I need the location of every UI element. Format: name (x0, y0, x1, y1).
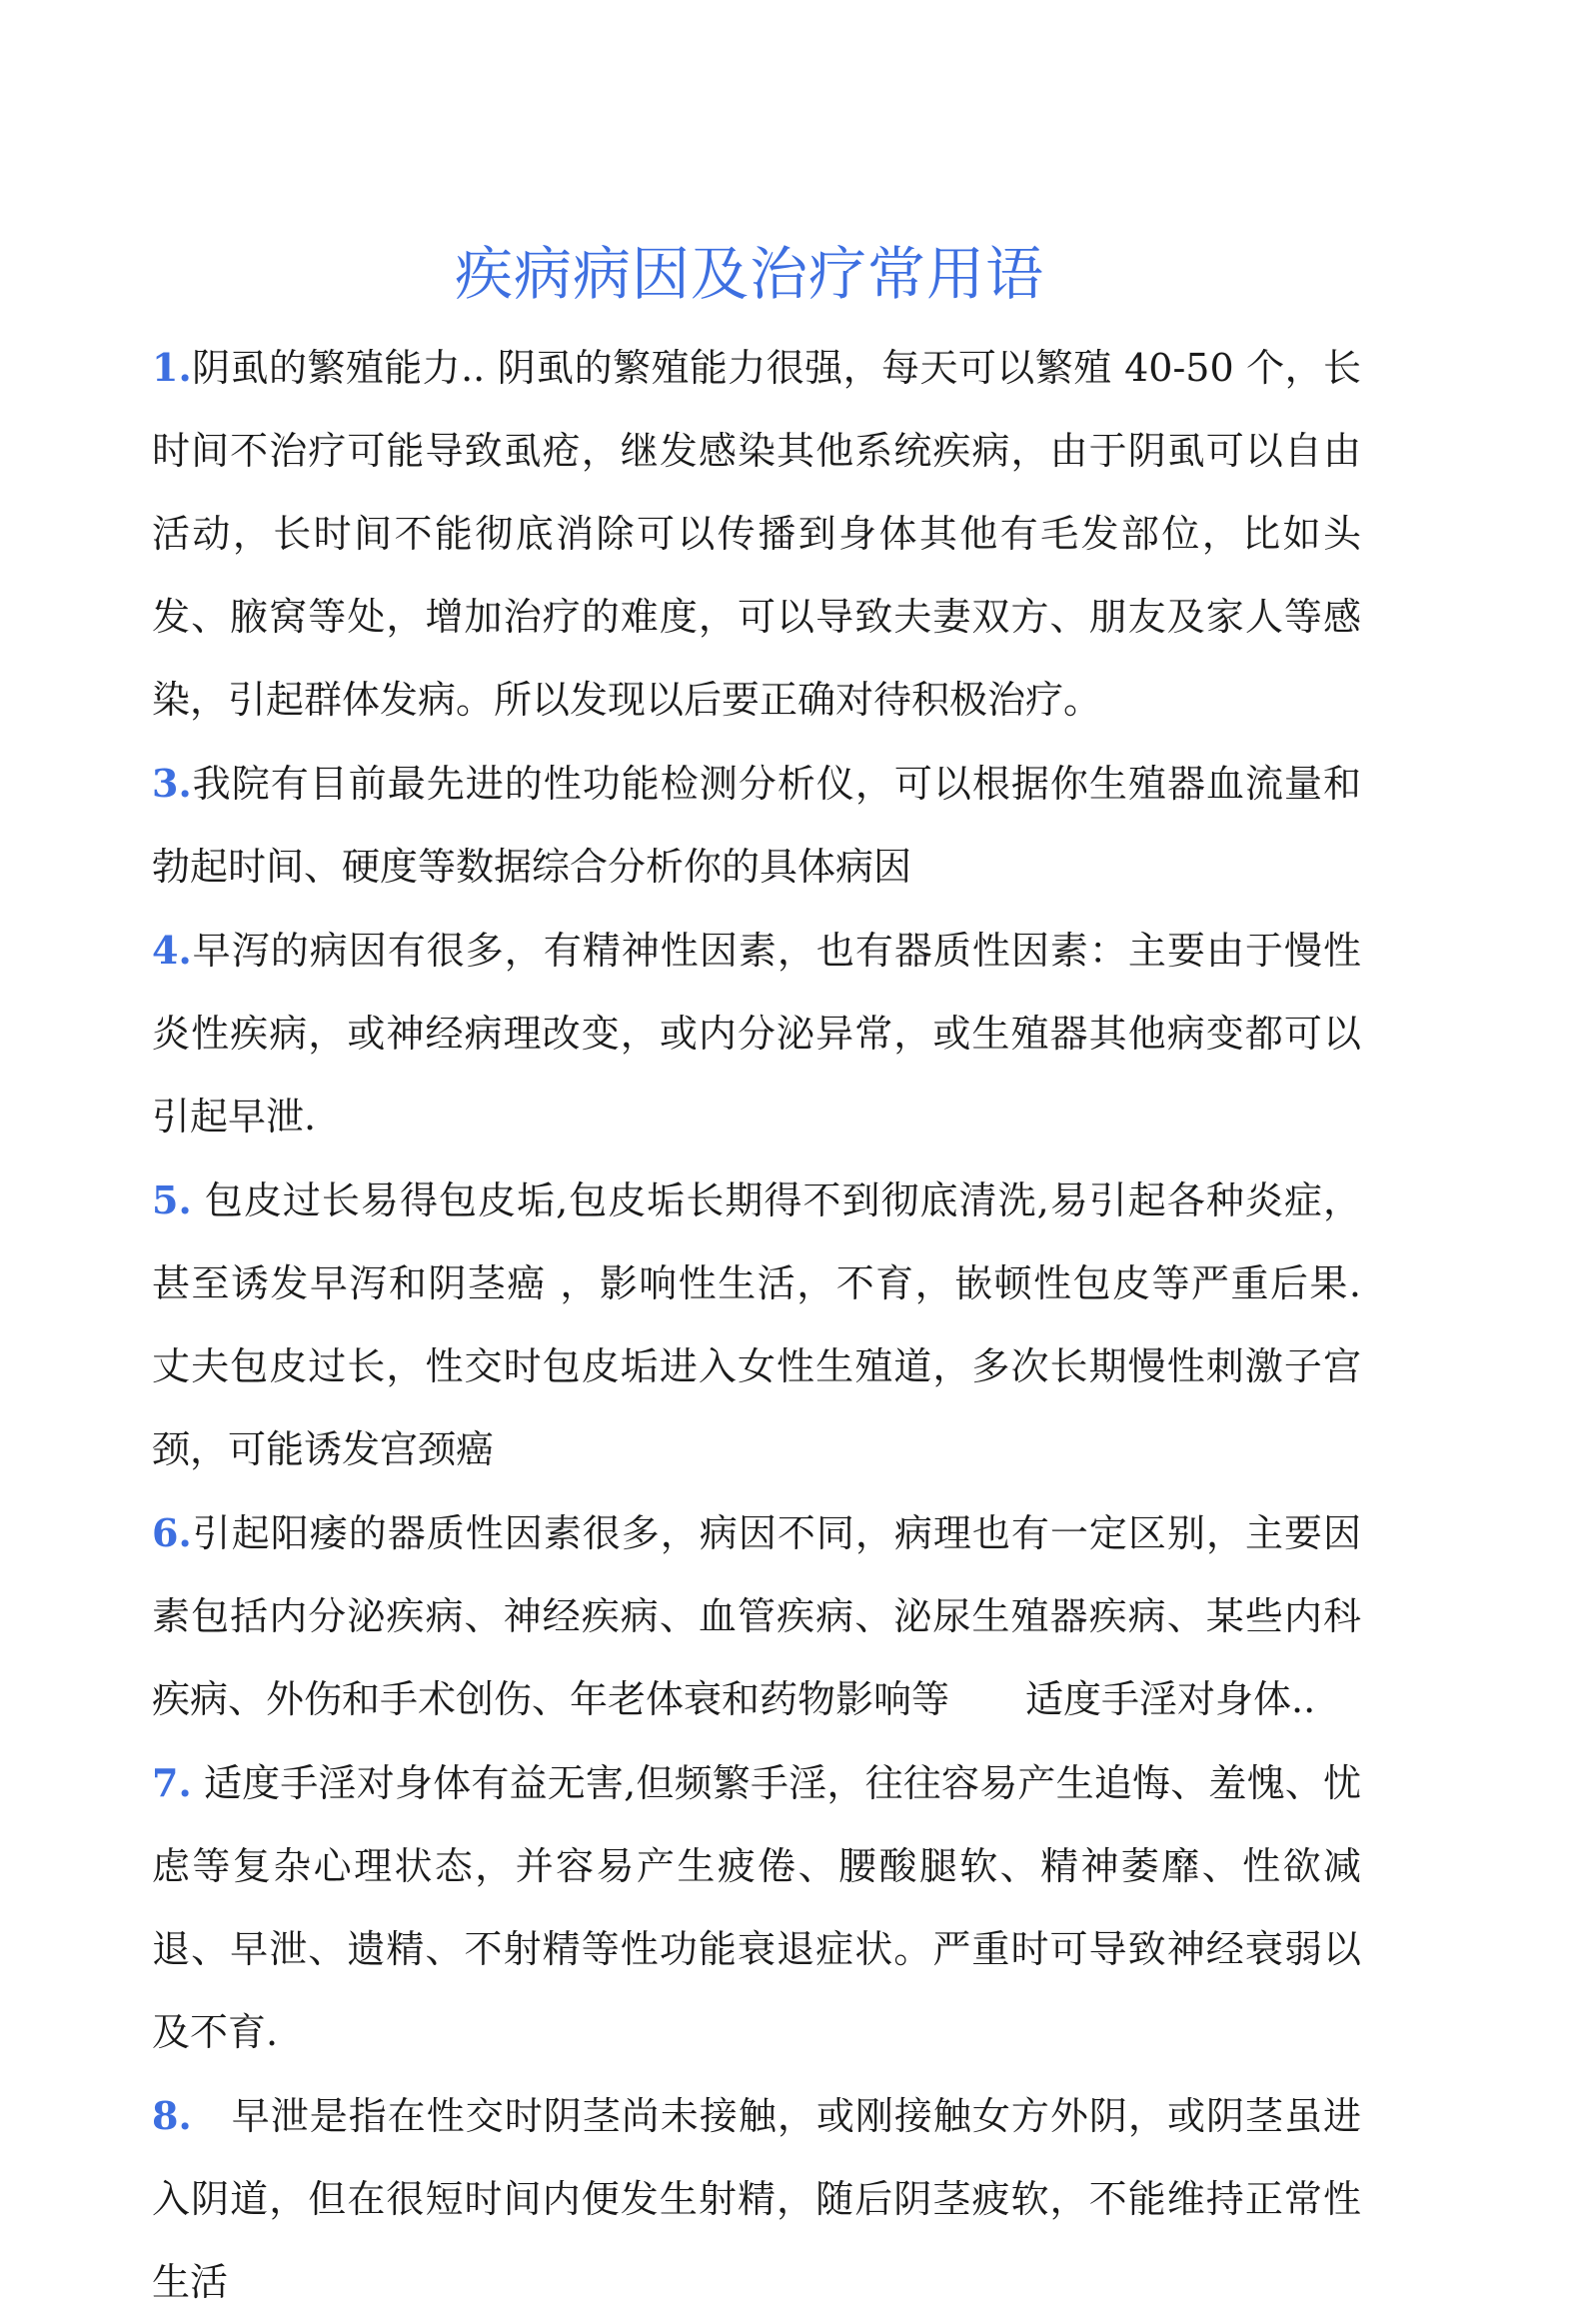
paragraph-number: 4. (152, 928, 192, 973)
paragraph-text: 引起阳痿的器质性因素很多，病因不同，病理也有一定区别，主要因素包括内分泌疾病、神经疾病、血管疾病、泌尿生殖器疾病、某些内科疾病、外伤和手术创伤、年老体衰和药物影响等 适度手淫对身体.. (152, 1511, 1361, 1721)
paragraph-4 (152, 909, 1361, 1159)
paragraph-8 (152, 2074, 1361, 2324)
paragraph-number: 7. (152, 1760, 192, 1805)
paragraph-5 (152, 1159, 1361, 1491)
paragraph-text: 阴虱的繁殖能力.. 阴虱的繁殖能力很强，每天可以繁殖 40-50 个，长时间不治疗可能导致虱疮，继发感染其他系统疾病，由于阴虱可以自由活动，长时间不能彻底消除可以传播到身体其他有毛发部位，比如头发、腋窝等处，增加治疗的难度，可以导致夫妻双方、朋友及家人等感染，引起群体发病。所以发现以后要正确对待积极治疗。 (152, 346, 1361, 722)
paragraph-3 (152, 742, 1361, 909)
paragraph-number: 6. (152, 1510, 192, 1555)
paragraph-number: 1. (152, 345, 192, 390)
paragraph-text: 我院有目前最先进的性功能检测分析仪，可以根据你生殖器血流量和勃起时间、硬度等数据综合分析你的具体病因 (152, 762, 1361, 889)
document-title: 疾病病因及治疗常用语 (454, 239, 1044, 308)
paragraph-7 (152, 1741, 1361, 2074)
document-body (152, 326, 1361, 2324)
paragraph-text: 适度手淫对身体有益无害,但频繁手淫，往往容易产生追悔、羞愧、忧虑等复杂心理状态，并容易产生疲倦、腰酸腿软、精神萎靡、性欲减退、早泄、遗精、不射精等性功能衰退症状。严重时可导致神经衰弱以及不育. (152, 1761, 1361, 2054)
paragraph-text: 早泻的病因有很多，有精神性因素，也有器质性因素：主要由于慢性炎性疾病，或神经病理改变，或内分泌异常，或生殖器其他病变都可以引起早泄. (152, 929, 1361, 1139)
paragraph-text: 早泄是指在性交时阴茎尚未接触，或刚接触女方外阴，或阴茎虽进入阴道，但在很短时间内便发生射精，随后阴茎疲软，不能维持正常性生活 (152, 2094, 1361, 2304)
paragraph-1 (152, 326, 1361, 742)
paragraph-6 (152, 1491, 1361, 1741)
paragraph-text: 包皮过长易得包皮垢,包皮垢长期得不到彻底清洗,易引起各种炎症，甚至诱发早泻和阴茎癌 ，影响性生活，不育，嵌顿性包皮等严重后果. 丈夫包皮过长，性交时包皮垢进入女性生殖道，多次长期慢性刺激子宫颈，可能诱发宫颈癌 (152, 1178, 1361, 1471)
paragraph-number: 8. (152, 2093, 192, 2138)
paragraph-number: 3. (152, 761, 192, 806)
paragraph-number: 5. (152, 1177, 192, 1222)
